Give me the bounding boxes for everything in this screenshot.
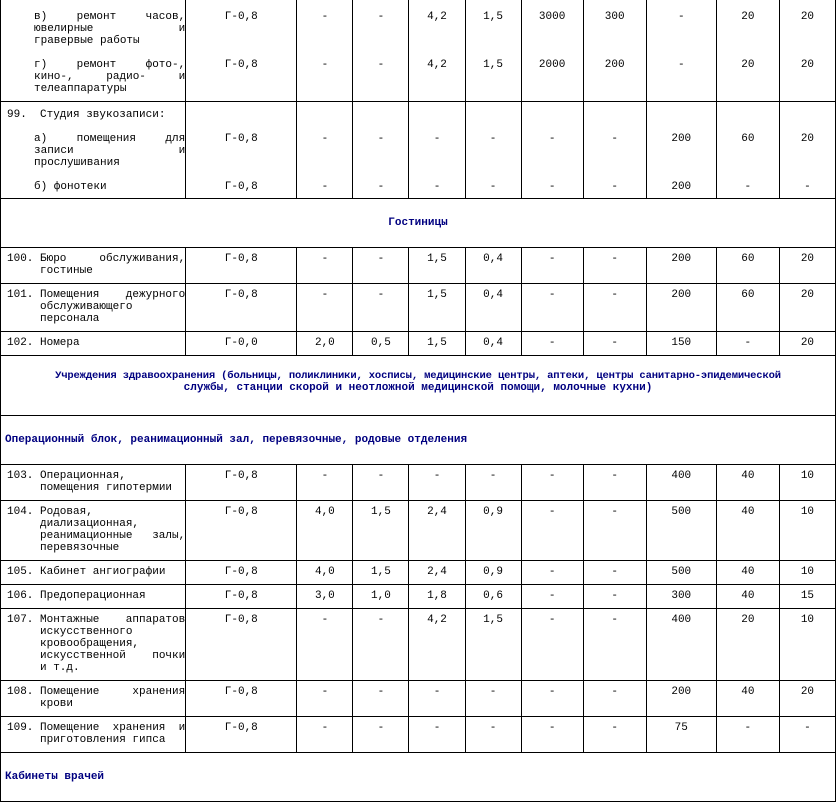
cell-value: 3000: [538, 11, 566, 23]
value-cell: 3,0: [297, 585, 353, 609]
row-label: [40, 253, 185, 277]
name-line: Кабинет ангиографии: [40, 566, 166, 578]
row-number: 99.: [7, 109, 27, 121]
group-cell: Г-0,8: [186, 609, 297, 681]
row-label: [40, 590, 185, 602]
row-number: 101.: [7, 289, 34, 301]
name-line: в) ремонт часов,: [34, 11, 186, 23]
sub-item-name: [1, 59, 185, 95]
table-row: [1, 102, 836, 199]
row-number: 108.: [7, 686, 34, 698]
value-cell: 200: [646, 681, 716, 717]
name-cell: [1, 284, 186, 332]
row-name: [5, 506, 185, 554]
value-cell: -: [779, 717, 835, 753]
value-cell: 10: [779, 561, 835, 585]
value-cell: 20: [779, 332, 835, 356]
value-cell: -: [353, 465, 409, 501]
cell-value: -: [489, 181, 497, 193]
value-cell: 4,0: [297, 501, 353, 561]
value-cell: -: [716, 332, 779, 356]
row-label: [40, 470, 185, 494]
row-number: 102.: [7, 337, 34, 349]
value-cell: -: [465, 465, 521, 501]
name-line: реанимационные залы,: [40, 530, 186, 542]
value-cell: -: [297, 609, 353, 681]
name-line: Родовая,: [40, 506, 93, 518]
value-cell: -: [297, 681, 353, 717]
value-cell: -: [583, 284, 646, 332]
value-cell: -: [521, 585, 583, 609]
value-cell: 40: [716, 681, 779, 717]
group-cell: Г-0,8: [186, 585, 297, 609]
cell-value: -: [677, 11, 685, 23]
table-row: [1, 0, 836, 102]
value-cell: -: [521, 332, 583, 356]
table-row: [1, 561, 836, 585]
value-cell: 10: [779, 465, 835, 501]
value-cell: 1,5: [353, 561, 409, 585]
name-line: перевязочные: [40, 542, 120, 554]
cell-value: -: [611, 181, 618, 193]
value-cell: [297, 102, 353, 199]
name-line: гостиные: [40, 265, 93, 277]
cell-value: 20: [741, 11, 755, 23]
table-row: [1, 585, 836, 609]
value-cell: -: [297, 248, 353, 284]
value-cell: -: [583, 332, 646, 356]
name-cell: [1, 0, 186, 102]
sub-item-name: [1, 181, 185, 193]
cell-value: 200: [671, 133, 692, 145]
value-cell: 75: [646, 717, 716, 753]
value-cell: -: [297, 465, 353, 501]
row-number: 100.: [7, 253, 34, 265]
name-line: помещения гипотермии: [40, 482, 173, 494]
cell-value: 20: [800, 59, 815, 71]
name-line: б) фонотеки: [34, 181, 107, 193]
value-cell: [409, 0, 465, 102]
row-number: 106.: [7, 590, 34, 602]
value-cell: -: [583, 681, 646, 717]
cell-value: -: [377, 59, 385, 71]
value-cell: [465, 0, 521, 102]
cell-value: -: [377, 11, 385, 23]
row-title: [1, 109, 185, 121]
value-cell: -: [465, 681, 521, 717]
name-cell: [1, 609, 186, 681]
value-cell: -: [716, 717, 779, 753]
cell-value: -: [377, 133, 385, 145]
name-line: телеаппаратуры: [34, 83, 127, 95]
cell-value: -: [489, 133, 497, 145]
group-value: Г-0,8: [224, 59, 258, 71]
section-title: Кабинеты врачей: [1, 753, 836, 802]
name-line: Операционная,: [40, 470, 126, 482]
group-cell: [186, 0, 297, 102]
value-cell: -: [583, 248, 646, 284]
value-cell: 200: [646, 248, 716, 284]
value-cell: -: [409, 717, 465, 753]
cell-value: -: [548, 181, 556, 193]
value-cell: 1,5: [409, 248, 465, 284]
value-cell: 10: [779, 609, 835, 681]
value-cell: 20: [779, 284, 835, 332]
row-label: [40, 337, 185, 349]
value-cell: -: [297, 284, 353, 332]
cell-value: -: [677, 59, 685, 71]
cell-value: -: [804, 181, 811, 193]
name-line: г) ремонт фото-,: [34, 59, 186, 71]
section-title: [1, 356, 836, 416]
cell-value: 1,5: [483, 59, 503, 71]
cell-value: -: [321, 133, 329, 145]
cell-value: -: [611, 133, 618, 145]
value-cell: -: [583, 501, 646, 561]
name-line: Бюро обслуживания,: [40, 253, 186, 265]
value-cell: -: [521, 501, 583, 561]
value-cell: 40: [716, 585, 779, 609]
name-cell: [1, 465, 186, 501]
value-cell: 0,5: [353, 332, 409, 356]
value-cell: -: [583, 609, 646, 681]
name-line: Предоперационная: [40, 590, 146, 602]
name-cell: [1, 332, 186, 356]
section-row: [1, 356, 836, 416]
name-line: гравервые работы: [34, 35, 140, 47]
sub-item-name: [1, 133, 185, 169]
cell-value: 20: [800, 11, 815, 23]
value-cell: 0,4: [465, 248, 521, 284]
value-cell: [646, 102, 716, 199]
name-cell: [1, 248, 186, 284]
name-line: Монтажные аппаратов: [40, 614, 186, 626]
table-row: [1, 465, 836, 501]
value-cell: 4,2: [409, 609, 465, 681]
name-line: записи и: [34, 145, 186, 157]
name-cell: [1, 561, 186, 585]
value-cell: [521, 0, 583, 102]
group-cell: Г-0,8: [186, 248, 297, 284]
value-cell: -: [409, 465, 465, 501]
row-name: [5, 253, 185, 277]
table-row: [1, 248, 836, 284]
row-label: [40, 566, 185, 578]
value-cell: 60: [716, 284, 779, 332]
group-cell: Г-0,8: [186, 501, 297, 561]
row-name: [5, 590, 185, 602]
cell-value: 4,2: [427, 59, 447, 71]
row-label: [40, 686, 185, 710]
name-line: Номера: [40, 337, 80, 349]
value-cell: 10: [779, 501, 835, 561]
table-row: [1, 717, 836, 753]
name-line: ювелирные и: [34, 23, 186, 35]
row-name: [5, 614, 185, 674]
value-cell: -: [353, 609, 409, 681]
value-cell: 500: [646, 501, 716, 561]
value-cell: [779, 102, 835, 199]
value-cell: -: [583, 717, 646, 753]
value-cell: 1,5: [353, 501, 409, 561]
row-name: [5, 289, 185, 325]
row-name: [5, 722, 185, 746]
name-line: кино-, радио- и: [34, 71, 186, 83]
value-cell: -: [583, 561, 646, 585]
cell-value: 4,2: [427, 11, 447, 23]
row-number: 103.: [7, 470, 34, 482]
section-line: службы, станции скорой и неотложной медицинской помощи, молочные кухни): [183, 382, 653, 394]
value-cell: [521, 102, 583, 199]
value-cell: -: [353, 717, 409, 753]
section-row: [1, 199, 836, 248]
value-cell: 0,9: [465, 501, 521, 561]
value-cell: 60: [716, 248, 779, 284]
name-line: искусственного: [40, 626, 133, 638]
section-row: [1, 416, 836, 465]
group-cell: Г-0,8: [186, 284, 297, 332]
table-row: [1, 284, 836, 332]
name-line: искусственной почки: [40, 650, 186, 662]
value-cell: [409, 102, 465, 199]
cell-value: 200: [604, 59, 625, 71]
section-title: Гостиницы: [1, 199, 836, 248]
section-title: Операционный блок, реанимационный зал, перевязочные, родовые отделения: [1, 416, 836, 465]
value-cell: 2,4: [409, 561, 465, 585]
cell-value: 200: [671, 181, 692, 193]
value-cell: 1,5: [465, 609, 521, 681]
name-cell: [1, 501, 186, 561]
cell-value: 2000: [538, 59, 566, 71]
value-cell: -: [521, 681, 583, 717]
value-cell: -: [409, 681, 465, 717]
table-row: [1, 501, 836, 561]
value-cell: [583, 0, 646, 102]
group-cell: Г-0,8: [186, 561, 297, 585]
name-line: Помещения дежурного: [40, 289, 186, 301]
value-cell: -: [521, 248, 583, 284]
value-cell: [646, 0, 716, 102]
value-cell: 40: [716, 561, 779, 585]
value-cell: -: [583, 585, 646, 609]
name-cell: [1, 717, 186, 753]
row-name: [5, 686, 185, 710]
value-cell: 2,4: [409, 501, 465, 561]
cell-value: -: [321, 181, 329, 193]
value-cell: [779, 0, 835, 102]
value-cell: 300: [646, 585, 716, 609]
row-number: 105.: [7, 566, 34, 578]
table-row: [1, 332, 836, 356]
name-line: приготовления гипса: [40, 734, 166, 746]
row-name: [5, 470, 185, 494]
name-line: диализационная,: [40, 518, 140, 530]
name-cell: [1, 585, 186, 609]
value-cell: 15: [779, 585, 835, 609]
value-cell: 150: [646, 332, 716, 356]
value-cell: 20: [779, 248, 835, 284]
value-cell: -: [521, 284, 583, 332]
row-name: [5, 566, 185, 578]
value-cell: 1,0: [353, 585, 409, 609]
value-cell: 0,6: [465, 585, 521, 609]
row-title-text: Студия звукозаписи:: [40, 109, 166, 121]
value-cell: -: [521, 609, 583, 681]
value-cell: -: [465, 717, 521, 753]
name-line: прослушивания: [34, 157, 120, 169]
value-cell: 0,9: [465, 561, 521, 585]
value-cell: [583, 102, 646, 199]
value-cell: -: [297, 717, 353, 753]
name-line: кровообращения,: [40, 638, 140, 650]
sub-item: [1, 59, 185, 95]
value-cell: 400: [646, 609, 716, 681]
value-cell: -: [521, 717, 583, 753]
cell-value: 20: [800, 133, 815, 145]
value-cell: [297, 0, 353, 102]
cell-value: -: [548, 133, 556, 145]
group-cell: Г-0,0: [186, 332, 297, 356]
value-cell: -: [521, 465, 583, 501]
cell-value: 300: [604, 11, 625, 23]
row-label: [40, 506, 185, 554]
row-number: 104.: [7, 506, 34, 518]
value-cell: 0,4: [465, 284, 521, 332]
row-label: [40, 614, 185, 674]
row-name: [5, 337, 185, 349]
value-cell: 500: [646, 561, 716, 585]
value-cell: -: [521, 561, 583, 585]
value-cell: 200: [646, 284, 716, 332]
name-cell: [1, 102, 186, 199]
value-cell: [716, 0, 779, 102]
name-line: и т.д.: [40, 662, 80, 674]
value-cell: [353, 102, 409, 199]
value-cell: -: [353, 284, 409, 332]
value-cell: 1,8: [409, 585, 465, 609]
name-line: Помещение хранения и: [40, 722, 186, 734]
cell-value: 20: [741, 59, 755, 71]
table-row: [1, 609, 836, 681]
cell-value: -: [433, 181, 441, 193]
cell-value: -: [321, 11, 329, 23]
cell-value: 60: [741, 133, 755, 145]
value-cell: 2,0: [297, 332, 353, 356]
row-number: 107.: [7, 614, 34, 626]
table-body: [1, 0, 836, 802]
value-cell: 40: [716, 501, 779, 561]
name-line: обслуживающего: [40, 301, 133, 313]
value-cell: -: [353, 248, 409, 284]
group-cell: Г-0,8: [186, 465, 297, 501]
value-cell: 20: [779, 681, 835, 717]
section-line: Учреждения здравоохранения (больницы, поликлиники, хосписы, медицинские центры, аптеки, центры санитарно-эпидемической: [55, 370, 781, 382]
group-cell: Г-0,8: [186, 717, 297, 753]
group-value: Г-0,8: [224, 11, 258, 23]
row-label: [40, 722, 185, 746]
group-cell: Г-0,8: [186, 681, 297, 717]
value-cell: 1,5: [409, 332, 465, 356]
cell-value: Г-0,8: [224, 181, 258, 193]
name-line: а) помещения для: [34, 133, 186, 145]
name-line: крови: [40, 698, 74, 710]
value-cell: -: [353, 681, 409, 717]
value-cell: [465, 102, 521, 199]
cell-value: -: [433, 133, 441, 145]
value-cell: 40: [716, 465, 779, 501]
cell-value: -: [377, 181, 385, 193]
group-cell: [186, 102, 297, 199]
cell-value: -: [744, 181, 752, 193]
name-line: персонала: [40, 313, 100, 325]
sub-item: [1, 11, 185, 47]
name-line: Помещение хранения: [40, 686, 186, 698]
cell-value: Г-0,8: [224, 133, 258, 145]
name-cell: [1, 681, 186, 717]
row-label: [40, 289, 185, 325]
value-cell: 1,5: [409, 284, 465, 332]
section-row: [1, 753, 836, 802]
value-cell: -: [583, 465, 646, 501]
value-cell: 400: [646, 465, 716, 501]
value-cell: [716, 102, 779, 199]
value-cell: 0,4: [465, 332, 521, 356]
value-cell: [353, 0, 409, 102]
cell-value: 1,5: [483, 11, 503, 23]
sub-item-name: [1, 11, 185, 47]
table-row: [1, 681, 836, 717]
cell-value: -: [321, 59, 329, 71]
value-cell: 4,0: [297, 561, 353, 585]
row-number: 109.: [7, 722, 34, 734]
value-cell: 20: [716, 609, 779, 681]
